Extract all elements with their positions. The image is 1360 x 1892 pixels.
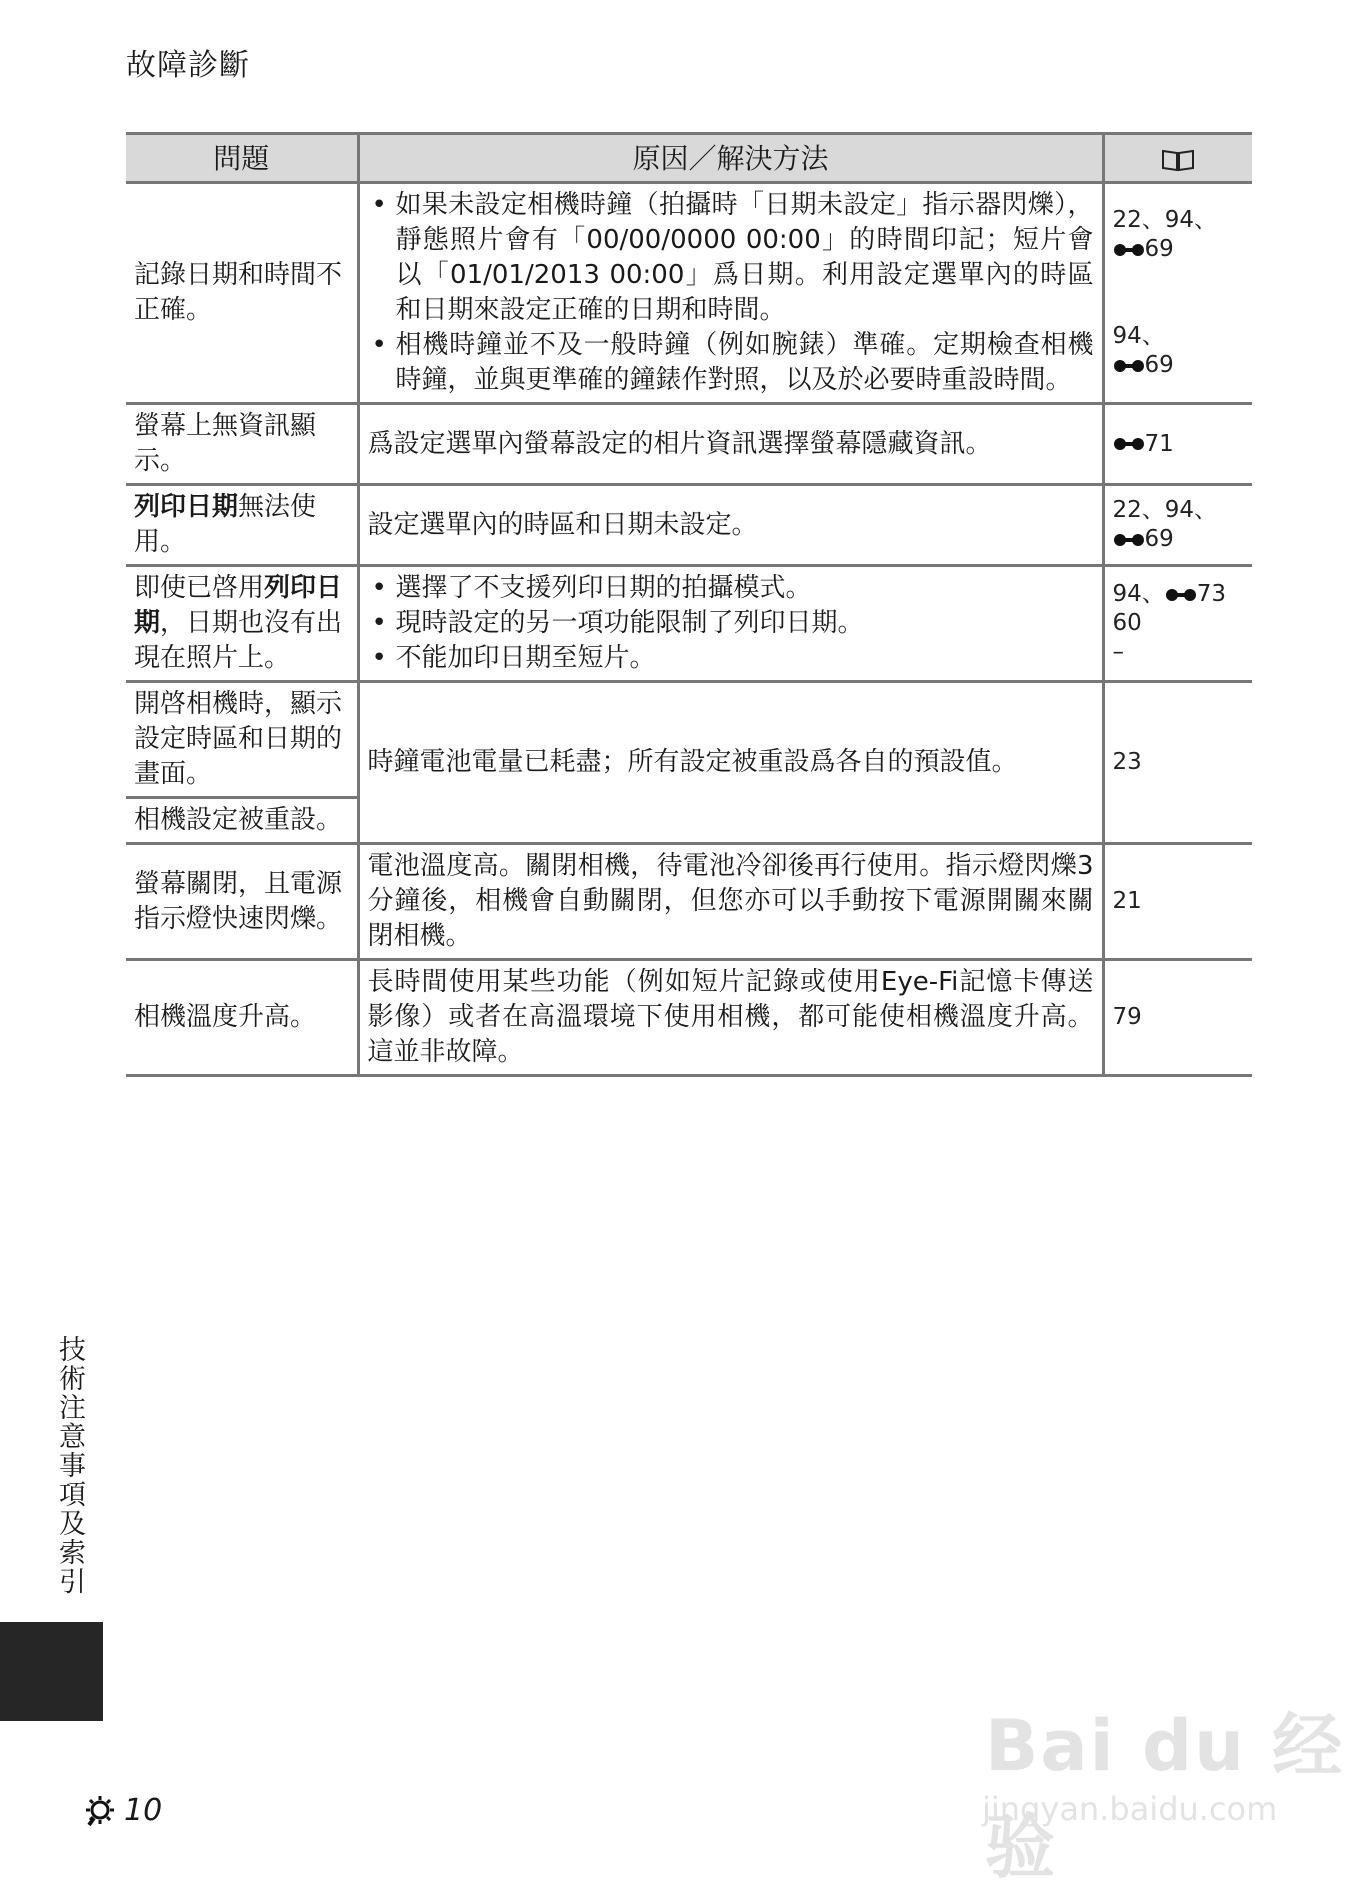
header-page bbox=[1103, 134, 1252, 183]
page-ref-text: 21 bbox=[1112, 888, 1142, 914]
page-ref-cell bbox=[1103, 960, 1252, 1076]
problem-cell: 螢幕上無資訊顯示。 bbox=[126, 404, 358, 485]
table-row bbox=[126, 844, 1252, 960]
problem-cell: 相機設定被重設。 bbox=[126, 798, 358, 844]
problem-cell bbox=[126, 566, 358, 682]
problem-cell bbox=[126, 485, 358, 566]
page-ref-cell bbox=[1103, 566, 1252, 682]
page-ref-cell bbox=[1103, 682, 1252, 844]
page-ref-cell bbox=[1103, 485, 1252, 566]
page-ref-link[interactable] bbox=[1113, 351, 1245, 380]
table-row bbox=[126, 566, 1252, 682]
reference-section-icon bbox=[1113, 243, 1145, 257]
reference-section-icon bbox=[1165, 588, 1197, 602]
table-header-row bbox=[126, 134, 1252, 183]
problem-cell: 開啓相機時，顯示設定時區和日期的畫面。 bbox=[126, 682, 358, 798]
page-ref-link[interactable] bbox=[1113, 580, 1245, 609]
page-ref-link[interactable] bbox=[1113, 235, 1245, 264]
troubleshooting-table bbox=[126, 132, 1252, 1077]
table-row bbox=[126, 682, 1252, 798]
cause-cell: 爲設定選單內螢幕設定的相片資訊選擇螢幕隱藏資訊。 bbox=[358, 404, 1103, 485]
section-side-label: 技術注意事項及索引 bbox=[54, 1335, 85, 1596]
page-ref-cell bbox=[1103, 844, 1252, 960]
problem-cell: 記錄日期和時間不正確。 bbox=[126, 183, 358, 404]
cause-item: • 如果未設定相機時鐘（拍攝時「日期未設定」指示器閃爍），靜態照片會有「00/00/0000 00:00」的時間印記；短片會以「01/01/2013 00:00」爲日期。利用設定選單內的時區和日期來設定正確的日期和時間。 bbox=[368, 188, 1094, 328]
page-number bbox=[84, 1793, 162, 1828]
page-ref-text: 22、94、 bbox=[1112, 497, 1218, 523]
watermark-logo: Bai du 经验 bbox=[985, 1705, 1345, 1888]
page-number-text: 10 bbox=[124, 1793, 163, 1828]
problem-cell: 螢幕關閉，且電源指示燈快速閃爍。 bbox=[126, 844, 358, 960]
setting-name: 列印日期 bbox=[134, 573, 343, 638]
cause-item: • 現時設定的另一項功能限制了列印日期。 bbox=[368, 606, 1094, 641]
page-ref-link[interactable] bbox=[1113, 430, 1245, 459]
setting-name: 列印日期 bbox=[134, 492, 239, 522]
table-row bbox=[126, 404, 1252, 485]
problem-text: ，日期也沒有出現在照片上。 bbox=[134, 608, 343, 673]
table-row bbox=[126, 960, 1252, 1076]
page-ref-number: 73 bbox=[1196, 581, 1227, 607]
table-row bbox=[126, 485, 1252, 566]
page-ref-number: 69 bbox=[1144, 352, 1174, 378]
page-title: 故障診斷 bbox=[126, 48, 250, 83]
cause-cell: 電池溫度高。關閉相機，待電池冷卻後再行使用。指示燈閃爍3分鐘後，相機會自動關閉，但您亦可以手動按下電源開關來關閉相機。 bbox=[358, 844, 1103, 960]
page-ref-text: 23 bbox=[1112, 749, 1142, 775]
reference-section-icon bbox=[1113, 437, 1145, 451]
page-ref-cell bbox=[1103, 404, 1252, 485]
problem-text: 無法使用。 bbox=[134, 492, 317, 557]
header-problem: 問題 bbox=[126, 134, 358, 183]
page-ref-number: 69 bbox=[1144, 236, 1174, 262]
cause-cell bbox=[358, 566, 1103, 682]
problem-cell: 相機溫度升高。 bbox=[126, 960, 358, 1076]
tech-notes-icon bbox=[84, 1794, 122, 1828]
page-ref-number: 69 bbox=[1144, 526, 1174, 552]
reference-section-icon bbox=[1113, 359, 1145, 373]
cause-cell: 長時間使用某些功能（例如短片記錄或使用Eye-Fi記憶卡傳送影像）或者在高溫環境下使用相機，都可能使相機溫度升高。這並非故障。 bbox=[358, 960, 1103, 1076]
cause-cell: 時鐘電池電量已耗盡；所有設定被重設爲各自的預設值。 bbox=[358, 682, 1103, 844]
reference-section-icon bbox=[1113, 533, 1145, 547]
book-icon bbox=[1161, 148, 1195, 172]
page-ref-text: 94、 bbox=[1112, 581, 1165, 607]
cause-item: • 選擇了不支援列印日期的拍攝模式。 bbox=[368, 571, 1094, 606]
table-row bbox=[126, 183, 1252, 404]
cause-item: • 相機時鐘並不及一般時鐘（例如腕錶）準確。定期檢查相機時鐘，並與更準確的鐘錶作對照，以及於必要時重設時間。 bbox=[368, 328, 1094, 398]
page-ref-number: 71 bbox=[1144, 430, 1174, 457]
header-cause: 原因／解決方法 bbox=[358, 134, 1103, 183]
page-ref-text: – bbox=[1112, 639, 1124, 665]
cause-cell: 設定選單內的時區和日期未設定。 bbox=[358, 485, 1103, 566]
page-ref-text: 22、94、 bbox=[1112, 207, 1218, 233]
page-ref-link[interactable] bbox=[1113, 525, 1245, 554]
watermark-url: jingyan.baidu.com bbox=[982, 1790, 1278, 1828]
page-ref-text: 94、 bbox=[1112, 323, 1165, 349]
page-ref-text: 60 bbox=[1112, 610, 1142, 636]
problem-text: 即使已啓用 bbox=[134, 573, 265, 603]
cause-cell bbox=[358, 183, 1103, 404]
section-tab-marker bbox=[0, 1622, 103, 1721]
page-ref-text: 79 bbox=[1112, 1004, 1142, 1030]
page-ref-cell bbox=[1103, 183, 1252, 404]
cause-item: • 不能加印日期至短片。 bbox=[368, 641, 1094, 676]
